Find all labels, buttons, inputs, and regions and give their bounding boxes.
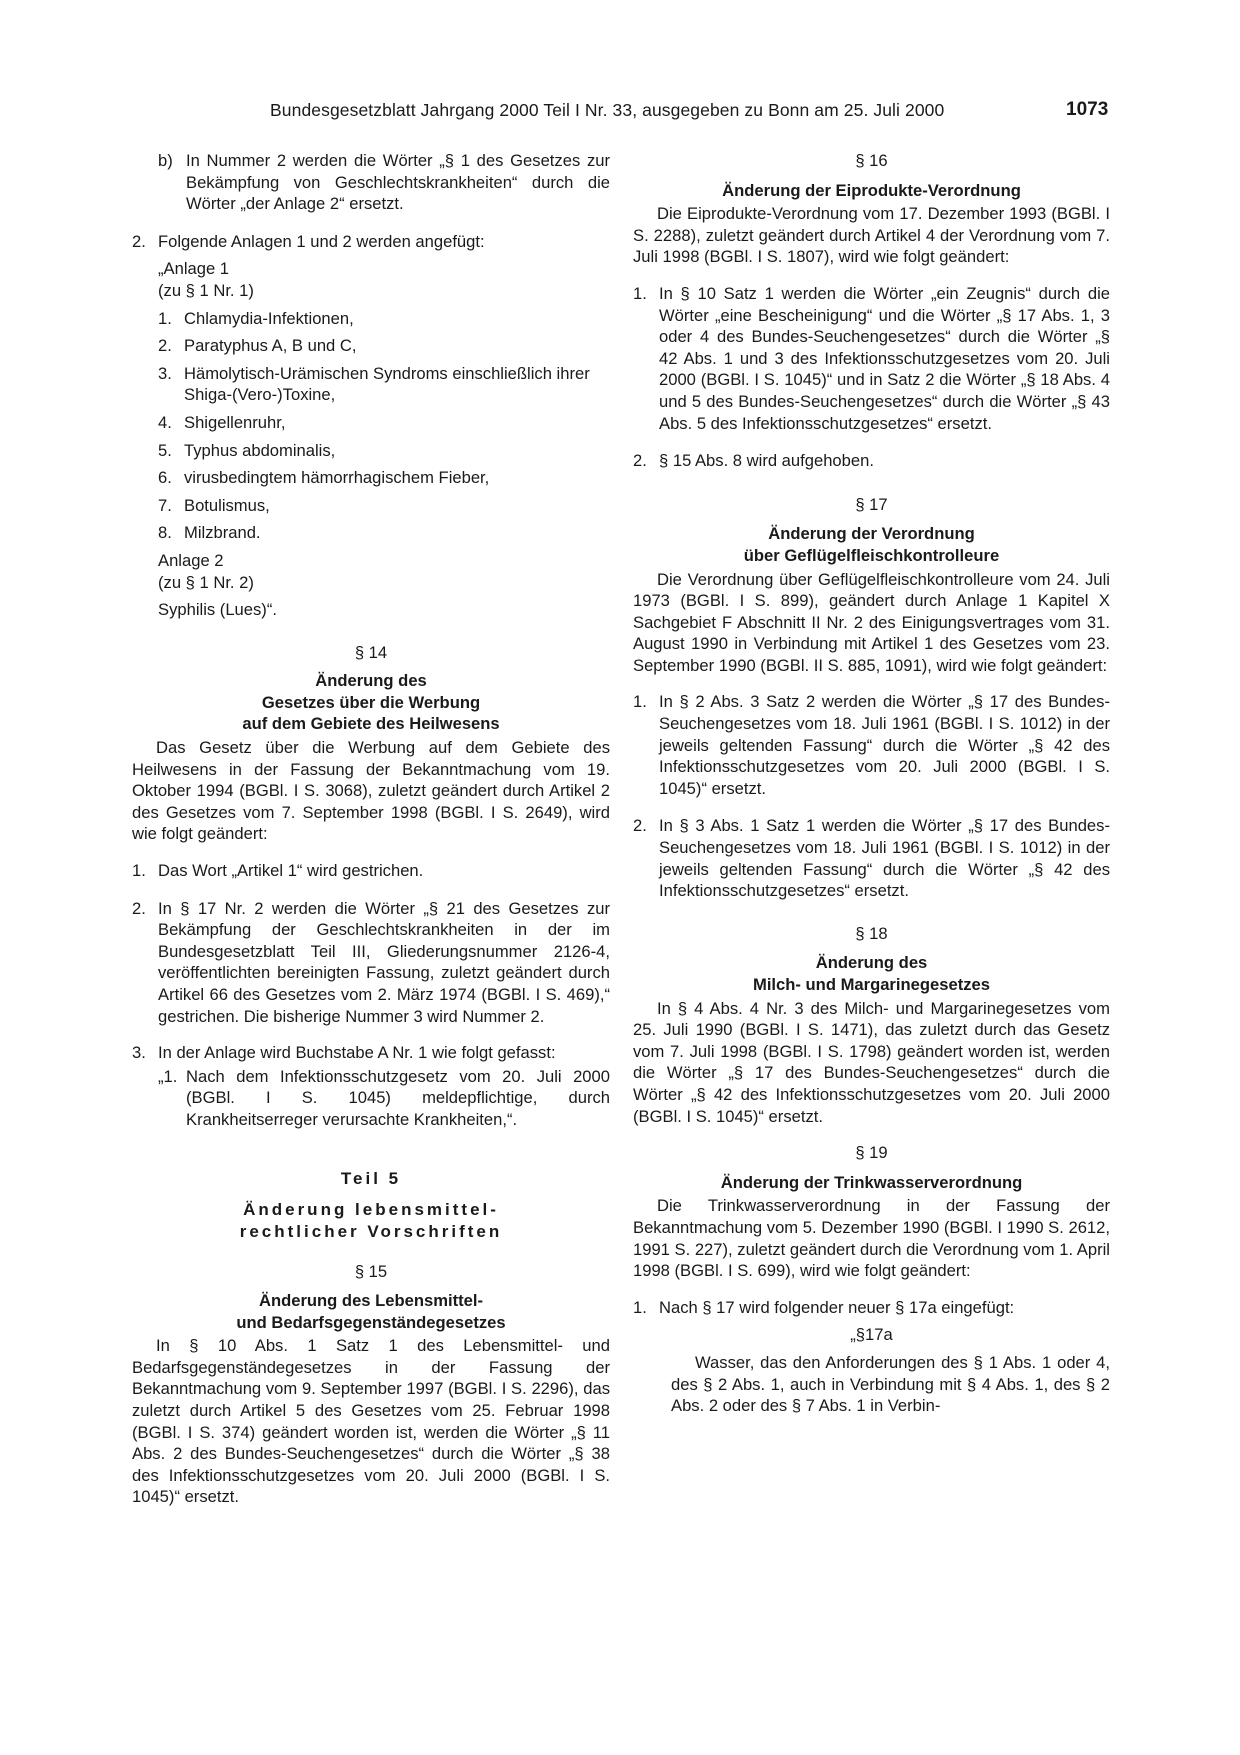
list-text: Chlamydia-Infektionen, — [184, 308, 354, 328]
anlage-1-list — [158, 308, 610, 544]
list-number: „1. — [158, 1066, 178, 1086]
list-number: 3. — [158, 363, 172, 383]
running-header: Bundesgesetzblatt Jahrgang 2000 Teil I Nr. 33, ausgegeben zu Bonn am 25. Juli 2000 — [270, 100, 945, 120]
list-text: Shigellenruhr, — [184, 412, 286, 432]
anlage-list-item — [158, 467, 610, 489]
part-subtitle: rechtlicher Vorschriften — [239, 1221, 503, 1241]
section-title: auf dem Gebiete des Heilwesens — [242, 714, 500, 734]
left-column — [132, 150, 610, 1508]
list-item — [132, 860, 610, 882]
list-number: 2. — [158, 336, 172, 356]
section-title: Änderung des — [315, 671, 427, 691]
section-number: § 19 — [855, 1143, 888, 1163]
section-text: In § 4 Abs. 4 Nr. 3 des Milch- und Margarinegesetzes vom 25. Juli 1990 (BGBl. I S. 1471), das zuletzt durch das Gesetz vom 7. Juli 1998 (BGBl. I S. 1798) geändert worden ist, werden die Wörter „§ 17 des Bundes-Seuchengesetzes“ durch die Wörter „§ 42 des Infektionsschutzgesetzes vom 20. Juli 2000 (BGBl. I S. 1045)“ ersetzt. — [633, 998, 1110, 1126]
anlage-reference: (zu § 1 Nr. 2) — [158, 572, 254, 592]
list-item — [633, 283, 1110, 434]
section-title: Änderung des — [815, 953, 928, 973]
anlage-reference: (zu § 1 Nr. 1) — [158, 280, 254, 300]
list-text: Folgende Anlagen 1 und 2 werden angefügt: — [158, 231, 485, 251]
anlage-list-item — [158, 335, 610, 357]
section-title: Gesetzes über die Werbung — [261, 692, 481, 712]
right-column — [633, 150, 1110, 1417]
page-number: 1073 — [1066, 99, 1109, 120]
section-text: In § 10 Abs. 1 Satz 1 des Lebensmittel- und Bedarfsgegenständegesetzes in der Fassung der Bekanntmachung vom 9. September 1997 (BGBl. I S. 2296), das zuletzt durch Artikel 5 des Gesetzes vom 25. Februar 1998 (BGBl. I S. 374) geändert worden ist, werden die Wörter „§ 11 Abs. 2 des Bundes-Seuchengesetzes“ durch die Wörter „§ 38 des Infektionsschutzgesetzes vom 20. Juli 2000 (BGBl. I S. 1045)“ ersetzt. — [132, 1336, 610, 1507]
list-label: b) — [158, 151, 173, 170]
list-number: 6. — [158, 468, 172, 488]
list-number: 1. — [158, 308, 172, 328]
list-item — [132, 898, 610, 1028]
list-item-b — [158, 150, 610, 215]
section-title: Änderung der Verordnung — [768, 524, 975, 544]
section-title: Änderung des Lebensmittel- — [258, 1290, 484, 1310]
list-number: 2. — [633, 816, 647, 836]
list-text: Das Wort „Artikel 1“ wird gestrichen. — [158, 861, 424, 881]
section-title: und Bedarfsgegenständegesetzes — [236, 1312, 506, 1332]
anlage-list-item — [158, 308, 610, 330]
list-text: In § 2 Abs. 3 Satz 2 werden die Wörter „§ 17 des Bundes-Seuchengesetzes vom 18. Juli 1961 (BGBl. I S. 1012) in der jeweils geltenden Fassung“ durch die Wörter „§ 42 des Infektionsschutzgesetzes vom 20. Juli 2000 (BGBl. I S. 1045)“ ersetzt. — [659, 692, 1110, 798]
anlage-title: „Anlage 1 — [158, 259, 230, 279]
list-text: Milzbrand. — [184, 523, 261, 543]
section-title: Milch- und Margarinegesetzes — [753, 975, 990, 994]
list-text: In § 10 Satz 1 werden die Wörter „ein Zeugnis“ durch die Wörter „eine Bescheinigung“ und die Wörter „§ 17 Abs. 1, 3 oder 4 des Bundes-Seuchengesetzes“ durch die Wörter „§ 42 Abs. 1 und 3 des Infektionsschutzgesetzes vom 20. Juli 2000 (BGBl. I S. 1045)“ und in Satz 2 die Wörter „§ 18 Abs. 4 und 5 des Bundes-Seuchengesetzes“ durch die Wörter „§ 43 Abs. 5 des Infektionsschutzgesetzes“ ersetzt. — [659, 283, 1110, 433]
list-text: Paratyphus A, B und C, — [184, 336, 357, 356]
list-number: 1. — [633, 283, 647, 303]
list-text: virusbedingtem hämorrhagischem Fieber, — [184, 468, 490, 488]
list-text: In § 3 Abs. 1 Satz 1 werden die Wörter „§ 17 des Bundes-Seuchengesetzes vom 18. Juli 1961 (BGBl. I S. 1012) in der jeweils geltenden Fassung“ durch die Wörter „§ 42 des Infektionsschutzgesetzes“ ersetzt. — [659, 816, 1110, 901]
list-text: In der Anlage wird Buchstabe A Nr. 1 wie folgt gefasst: — [158, 1043, 556, 1063]
list-number: 1. — [633, 1297, 647, 1317]
section-number: § 14 — [354, 642, 388, 662]
list-number: 3. — [132, 1043, 146, 1063]
section-title: Änderung der Eiprodukte-Verordnung — [722, 180, 1021, 200]
list-number: 2. — [633, 451, 647, 471]
section-intro: Die Eiprodukte-Verordnung vom 17. Dezember 1993 (BGBl. I S. 2288), zuletzt geändert durch Artikel 4 der Verordnung vom 7. Juli 1998 (BGBl. I S. 1807), wird wie folgt geändert: — [633, 204, 1110, 267]
section-title: Änderung der Trinkwasserverordnung — [720, 1172, 1023, 1192]
anlage-1-heading — [158, 258, 610, 301]
anlage-list-item — [158, 363, 610, 406]
part-subtitle: Änderung lebensmittel- — [243, 1200, 499, 1220]
section-intro: Das Gesetz über die Werbung auf dem Gebiete des Heilwesens in der Fassung der Bekanntmachung vom 19. Oktober 1994 (BGBl. I S. 3068), zuletzt geändert durch Artikel 2 des Gesetzes vom 7. September 1998 (BGBl. I S. 2649), wird wie folgt geändert: — [132, 738, 610, 844]
list-number: 5. — [158, 440, 172, 460]
list-text: Botulismus, — [184, 495, 270, 515]
list-number: 1. — [633, 692, 647, 712]
list-text: § 15 Abs. 8 wird aufgehoben. — [659, 451, 874, 471]
anlage-list-item — [158, 440, 610, 462]
inserted-section-number: „§17a — [850, 1325, 893, 1345]
part-title: Teil 5 — [340, 1168, 402, 1188]
list-item — [633, 691, 1110, 799]
section-number: § 18 — [855, 923, 888, 943]
list-item-2 — [132, 231, 610, 253]
anlage-title: Anlage 2 — [158, 550, 224, 570]
list-text: Typhus abdominalis, — [184, 440, 336, 460]
anlage-2-heading — [158, 550, 610, 593]
section-intro: Die Trinkwasserverordnung in der Fassung der Bekanntmachung vom 5. Dezember 1990 (BGBl. I 1990 S. 2612, 1991 S. 227), zuletzt geändert durch die Verordnung vom 1. April 1998 (BGBl. I S. 699), wird wie folgt geändert: — [633, 1196, 1110, 1281]
list-text: In Nummer 2 werden die Wörter „§ 1 des Gesetzes zur Bekämpfung von Geschlechtskrankheiten“ durch die Wörter „der Anlage 2“ ersetzt. — [186, 151, 610, 214]
section-number: § 16 — [855, 151, 888, 170]
list-text: Hämolytisch-Urämischen Syndroms einschließlich ihrer Shiga-(Vero-)Toxine, — [184, 363, 590, 405]
list-number: 4. — [158, 412, 172, 432]
section-number: § 15 — [354, 1262, 388, 1282]
list-text: Nach § 17 wird folgender neuer § 17a eingefügt: — [659, 1297, 1015, 1317]
inserted-section-text: Wasser, das den Anforderungen des § 1 Abs. 1 oder 4, des § 2 Abs. 1, auch in Verbindung mit § 4 Abs. 1, des § 2 Abs. 2 oder des § 7 Abs. 1 in Verbin- — [671, 1352, 1110, 1416]
anlage-list-item — [158, 522, 610, 544]
list-text: Nach dem Infektionsschutzgesetz vom 20. Juli 2000 (BGBl. I S. 1045) meldepflichtige, durch Krankheitserreger verursachte Krankheiten,“. — [186, 1066, 610, 1129]
anlage-list-item — [158, 495, 610, 517]
anlage-list-item — [158, 412, 610, 434]
section-number: § 17 — [855, 494, 888, 514]
list-item — [633, 450, 1110, 472]
list-number: 7. — [158, 495, 172, 515]
list-text: In § 17 Nr. 2 werden die Wörter „§ 21 des Gesetzes zur Bekämpfung der Geschlechtskrankheiten in der im Bundesgesetzblatt Teil III, Gliederungsnummer 2126-4, veröffentlichten bereinigten Fassung, zuletzt geändert durch Artikel 66 des Gesetzes vom 2. März 1974 (BGBl. I S. 469),“ gestrichen. Die bisherige Nummer 3 wird Nummer 2. — [158, 898, 610, 1026]
list-item — [633, 815, 1110, 901]
list-number: 1. — [132, 861, 146, 881]
anlage-2-text: Syphilis (Lues)“. — [158, 600, 277, 620]
quoted-subitem — [158, 1066, 610, 1131]
list-number: 2. — [132, 898, 146, 918]
list-item — [633, 1297, 1110, 1319]
list-item — [132, 1042, 610, 1064]
section-title: über Geflügelfleischkontrolleure — [743, 545, 1000, 565]
section-intro: Die Verordnung über Geflügelfleischkontrolleure vom 24. Juli 1973 (BGBl. I S. 899), geändert durch Anlage 1 Kapitel X Sachgebiet F Abschnitt II Nr. 2 des Einigungsvertrages vom 31. August 1990 in Verbindung mit Artikel 1 des Gesetzes vom 23. September 1990 (BGBl. II S. 885, 1091), wird wie folgt geändert: — [633, 569, 1110, 675]
list-number: 2. — [132, 231, 146, 251]
list-number: 8. — [158, 523, 172, 543]
